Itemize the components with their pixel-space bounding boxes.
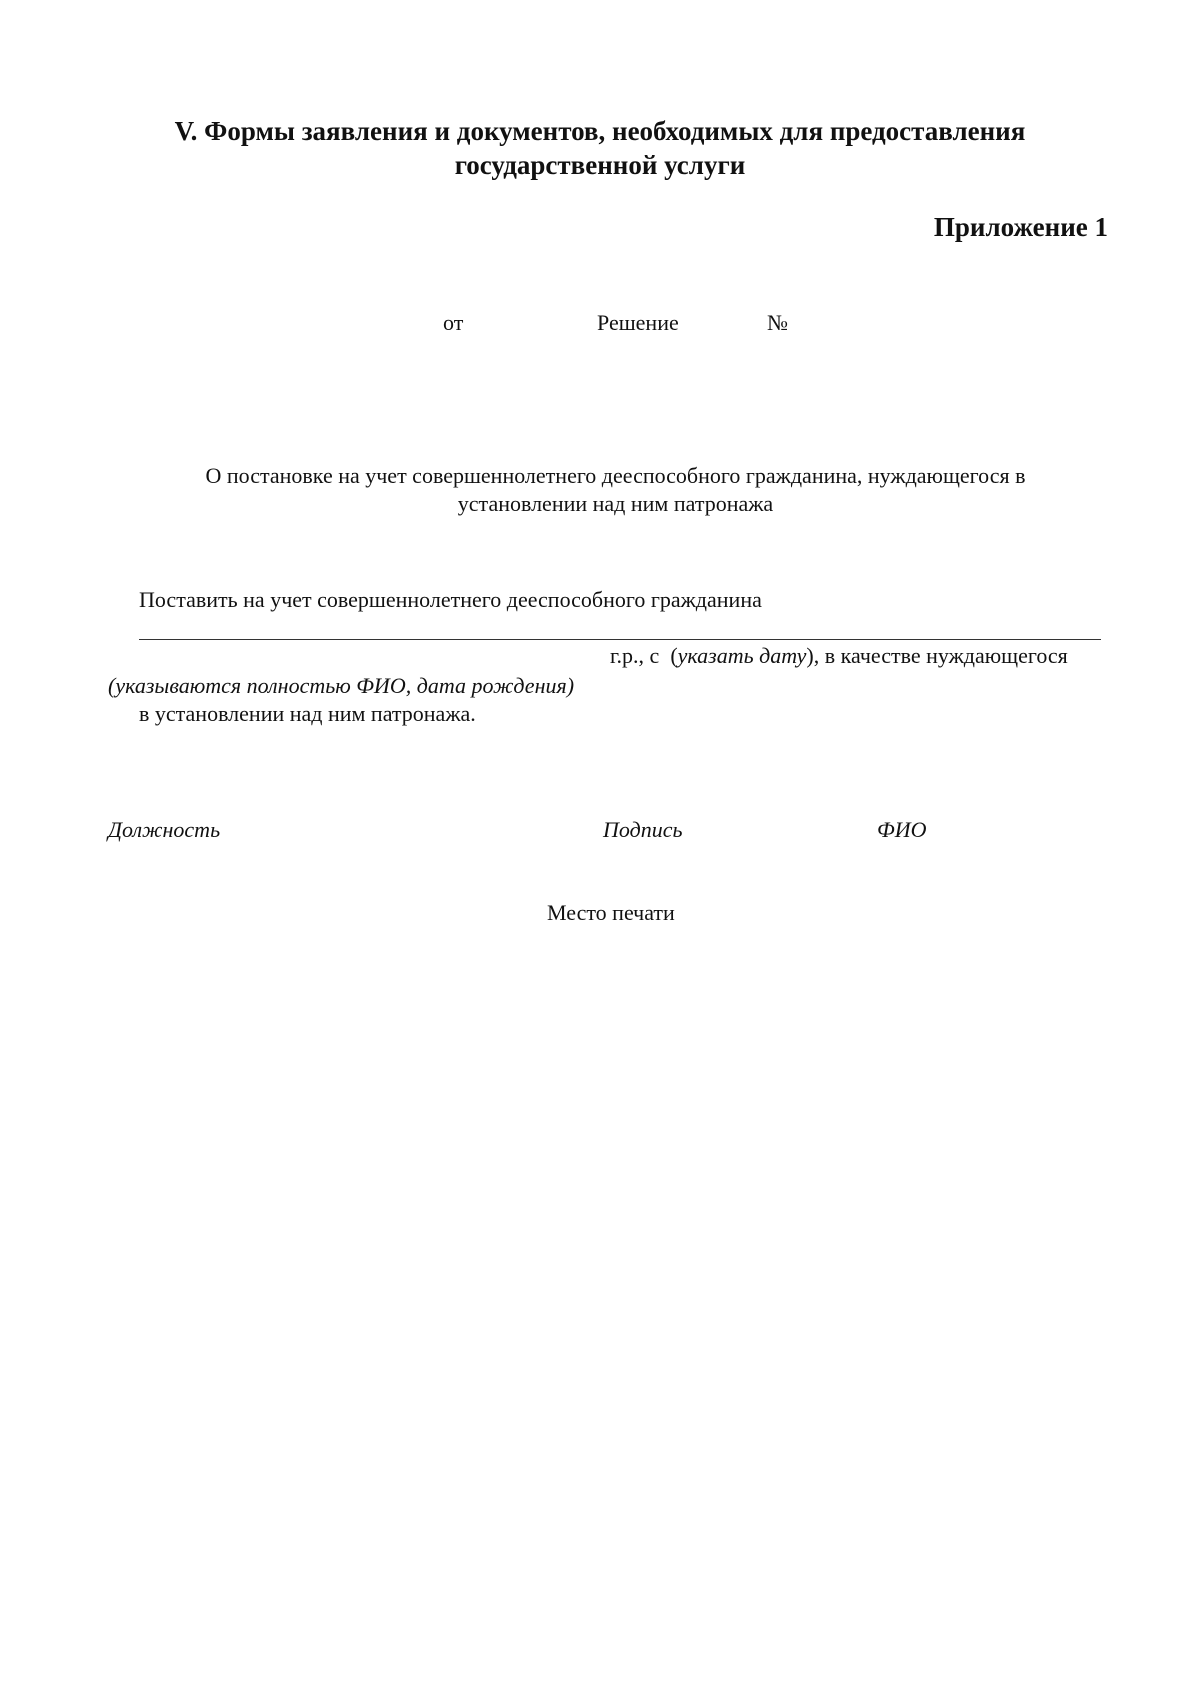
signature-label: Подпись bbox=[603, 817, 683, 842]
section-heading-line-1: V. Формы заявления и документов, необходимых для предоставления bbox=[174, 116, 1026, 146]
body-line-2-suffix: , в качестве нуждающегося bbox=[813, 643, 1068, 668]
position-label: Должность bbox=[108, 817, 221, 842]
body-line-3: в установлении над ним патронажа. bbox=[139, 701, 476, 726]
subject-line-2: установлении над ним патронажа bbox=[457, 491, 774, 516]
body-line-2-prefix: г.р., с bbox=[610, 643, 660, 668]
date-hint: указать дату bbox=[677, 643, 807, 668]
appendix-label: Приложение 1 bbox=[933, 212, 1108, 242]
decision-label: Решение bbox=[597, 310, 679, 335]
fill-in-line bbox=[139, 639, 1101, 640]
body-line-1: Поставить на учет совершеннолетнего дееспособного гражданина bbox=[139, 587, 762, 612]
section-heading-line-2: государственной услуги bbox=[454, 150, 746, 180]
number-label: № bbox=[767, 310, 788, 335]
body-line-2: г.р., с (указать дату), в качестве нуждающегося bbox=[610, 643, 1068, 668]
fio-hint: (указываются полностью ФИО, дата рождения) bbox=[108, 673, 575, 698]
subject-line-1: О постановке на учет совершеннолетнего дееспособного гражданина, нуждающегося в bbox=[205, 463, 1026, 488]
date-from-label: от bbox=[443, 310, 464, 335]
stamp-place-label: Место печати bbox=[547, 900, 675, 925]
fio-label: ФИО bbox=[877, 817, 927, 842]
